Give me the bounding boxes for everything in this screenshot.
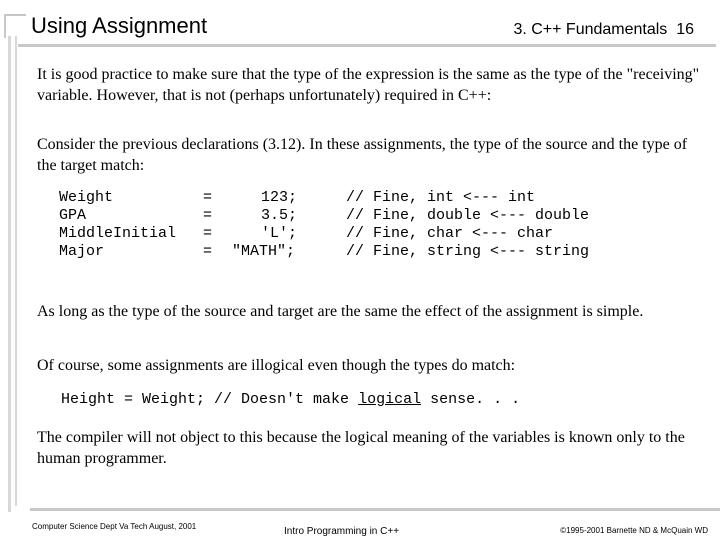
slide-title: Using Assignment <box>31 13 208 38</box>
corner-decoration <box>4 14 26 38</box>
code-operator: = <box>203 243 213 260</box>
left-frame-bar-inner <box>15 36 17 506</box>
code-value: "MATH"; <box>232 243 296 260</box>
footer-rule <box>30 508 720 511</box>
code-value: 3.5; <box>261 207 298 224</box>
paragraph-1: It is good practice to make sure that the type of the expression is the same as the type of the "receiving" variable. However, that is not (perhaps unfortunately) required in C++: <box>37 66 700 104</box>
code-operator: = <box>203 189 213 206</box>
code-comment: // Fine, double <--- double <box>346 207 590 224</box>
code-segment: sense. . . <box>421 391 521 408</box>
code-comment: // Fine, int <--- int <box>346 189 536 206</box>
paragraph-2: Consider the previous declarations (3.12). In these assignments, the type of the source and the type of the target match: <box>37 136 688 174</box>
code-operator: = <box>203 207 213 224</box>
footer-copyright: ©1995-2001 Barnette ND & McQuain WD <box>560 526 708 535</box>
code-value: 123; <box>261 189 298 206</box>
code-value: 'L'; <box>261 225 298 242</box>
code-comment: // Fine, string <--- string <box>346 243 590 260</box>
footer-course-title: Intro Programming in C++ <box>284 526 400 537</box>
code-example-line <box>61 391 520 409</box>
paragraph-3: As long as the type of the source and target are the same the effect of the assignment is simple. <box>37 303 644 320</box>
slide-section-number: 3. C++ Fundamentals 16 <box>513 21 694 38</box>
footer-left-text: Computer Science Dept Va Tech August, 2001 <box>32 522 197 531</box>
code-variable: GPA <box>59 207 87 224</box>
code-variable: MiddleInitial <box>59 225 177 242</box>
paragraph-4: Of course, some assignments are illogical even though the types do match: <box>37 357 516 374</box>
left-frame-bar <box>8 36 11 512</box>
code-variable: Major <box>59 243 105 260</box>
code-variable: Weight <box>59 189 114 206</box>
code-operator: = <box>203 225 213 242</box>
code-comment: // Fine, char <--- char <box>346 225 554 242</box>
code-underlined-word: logical <box>358 391 422 408</box>
header-rule <box>18 44 716 47</box>
paragraph-5: The compiler will not object to this because the logical meaning of the variables is known only to the human programmer. <box>37 429 685 467</box>
code-segment: Height = Weight; // Doesn't make <box>61 391 359 408</box>
